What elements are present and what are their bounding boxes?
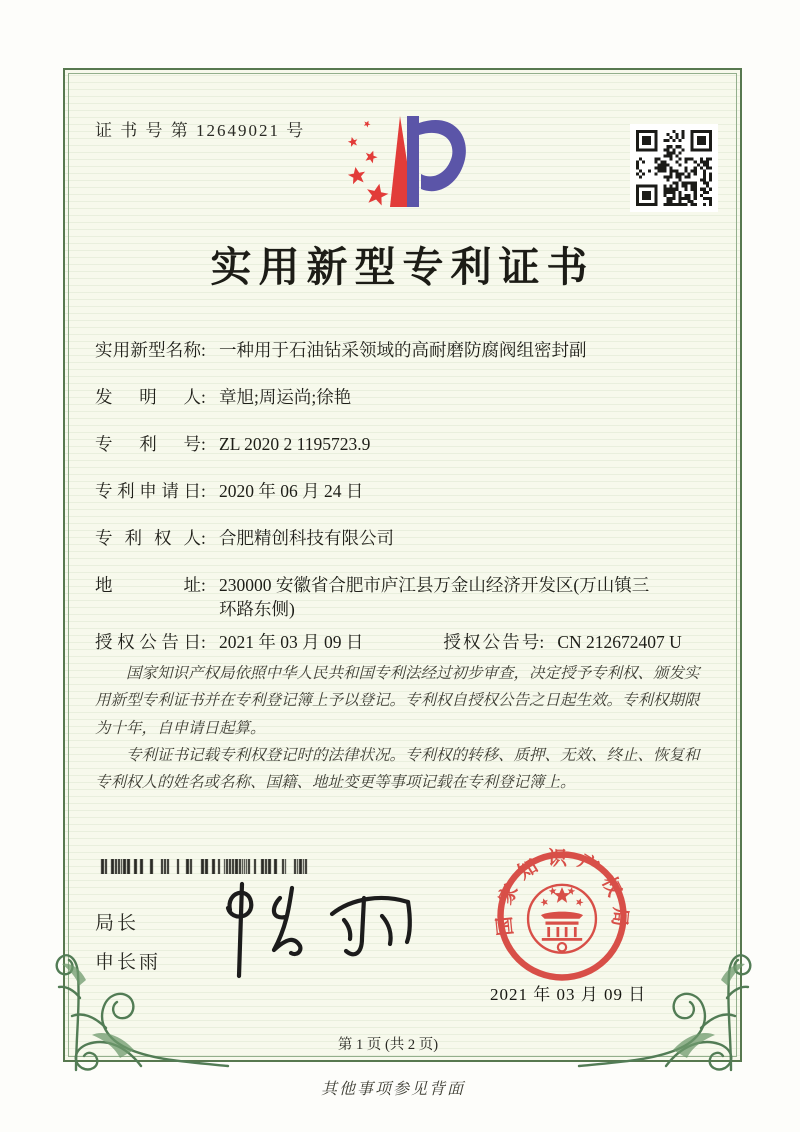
field-value: 合肥精创科技有限公司: [219, 528, 394, 548]
field-label: 实用新型名称: [95, 340, 201, 360]
certificate-number: 证 书 号 第 12649021 号: [95, 121, 306, 140]
field-label: 专利申请日: [95, 481, 201, 501]
field-value: ZL 2020 2 1195723.9: [219, 434, 371, 454]
field-label: 地址: [95, 575, 201, 595]
logo-p-stem: [407, 116, 419, 207]
signer-title: 局长: [95, 913, 140, 934]
corner-flourish-left-icon: [46, 938, 231, 1073]
field-label: 授权公告号: [443, 632, 540, 652]
field-value: CN 212672407 U: [557, 632, 682, 652]
field-row-grant: 授权公告日 : 2021 年 03 月 09 日 授权公告号 : CN 212672407 U: [95, 632, 682, 652]
field-label: 专利号: [95, 434, 201, 454]
field-row-address: 地址 : 230000 安徽省合肥市庐江县万金山经济开发区(万山镇三环路东侧): [95, 573, 710, 621]
field-value: 2021 年 03 月 09 日: [219, 632, 364, 652]
seal-date: 2021 年 03 月 09 日: [490, 985, 647, 1004]
back-note: 其他事项参见背面: [320, 1081, 465, 1098]
field-row-filing-date: 专利申请日 : 2020 年 06 月 24 日: [95, 479, 710, 503]
field-row-patent-no: 专利号 : ZL 2020 2 1195723.9: [95, 432, 710, 456]
certificate-title: 实用新型专利证书: [210, 244, 595, 290]
field-label: 授权公告日: [95, 632, 201, 652]
cnipa-logo-icon: [341, 110, 471, 214]
field-value: 2020 年 06 月 24 日: [219, 481, 364, 501]
signer-name: 申长雨: [95, 952, 162, 973]
corner-flourish-right-icon: [576, 938, 761, 1073]
seal-ring-text: 国家知识产权局: [493, 848, 631, 937]
legal-paragraph-2: 专利证书记载专利权登记时的法律状况。专利权的转移、质押、无效、终止、恢复和专利权人的姓名或名称、国籍、地址变更等事项记载在专利登记簿上。: [95, 746, 700, 792]
logo-p-bowl: [419, 120, 466, 191]
field-label: 发明人: [95, 387, 201, 407]
barcode: [97, 859, 308, 874]
logo-stars: [347, 119, 390, 206]
field-value: 章旭;周运尚;徐艳: [219, 387, 352, 407]
director-signature: [212, 876, 427, 986]
field-value: 230000 安徽省合肥市庐江县万金山经济开发区(万山镇三环路东侧): [219, 575, 650, 619]
field-row-name: 实用新型名称 : 一种用于石油钻采领域的高耐磨防腐阀组密封副: [95, 338, 710, 362]
certificate-fields: [95, 338, 710, 677]
legal-text: [95, 660, 709, 796]
qr-code: [630, 124, 718, 212]
legal-paragraph-1: 国家知识产权局依照中华人民共和国专利法经过初步审查，决定授予专利权、颁发实用新型专利证书并在专利登记簿上予以登记。专利权自授权公告之日起生效。专利权期限为十年，自申请日起算。: [95, 665, 700, 737]
field-value: 一种用于石油钻采领域的高耐磨防腐阀组密封副: [219, 340, 587, 360]
field-row-inventor: 发明人 : 章旭;周运尚;徐艳: [95, 385, 710, 409]
field-label: 专利权人: [95, 528, 201, 548]
field-row-patentee: 专利权人 : 合肥精创科技有限公司: [95, 526, 710, 550]
page-number: 第 1 页 (共 2 页): [337, 1037, 439, 1053]
